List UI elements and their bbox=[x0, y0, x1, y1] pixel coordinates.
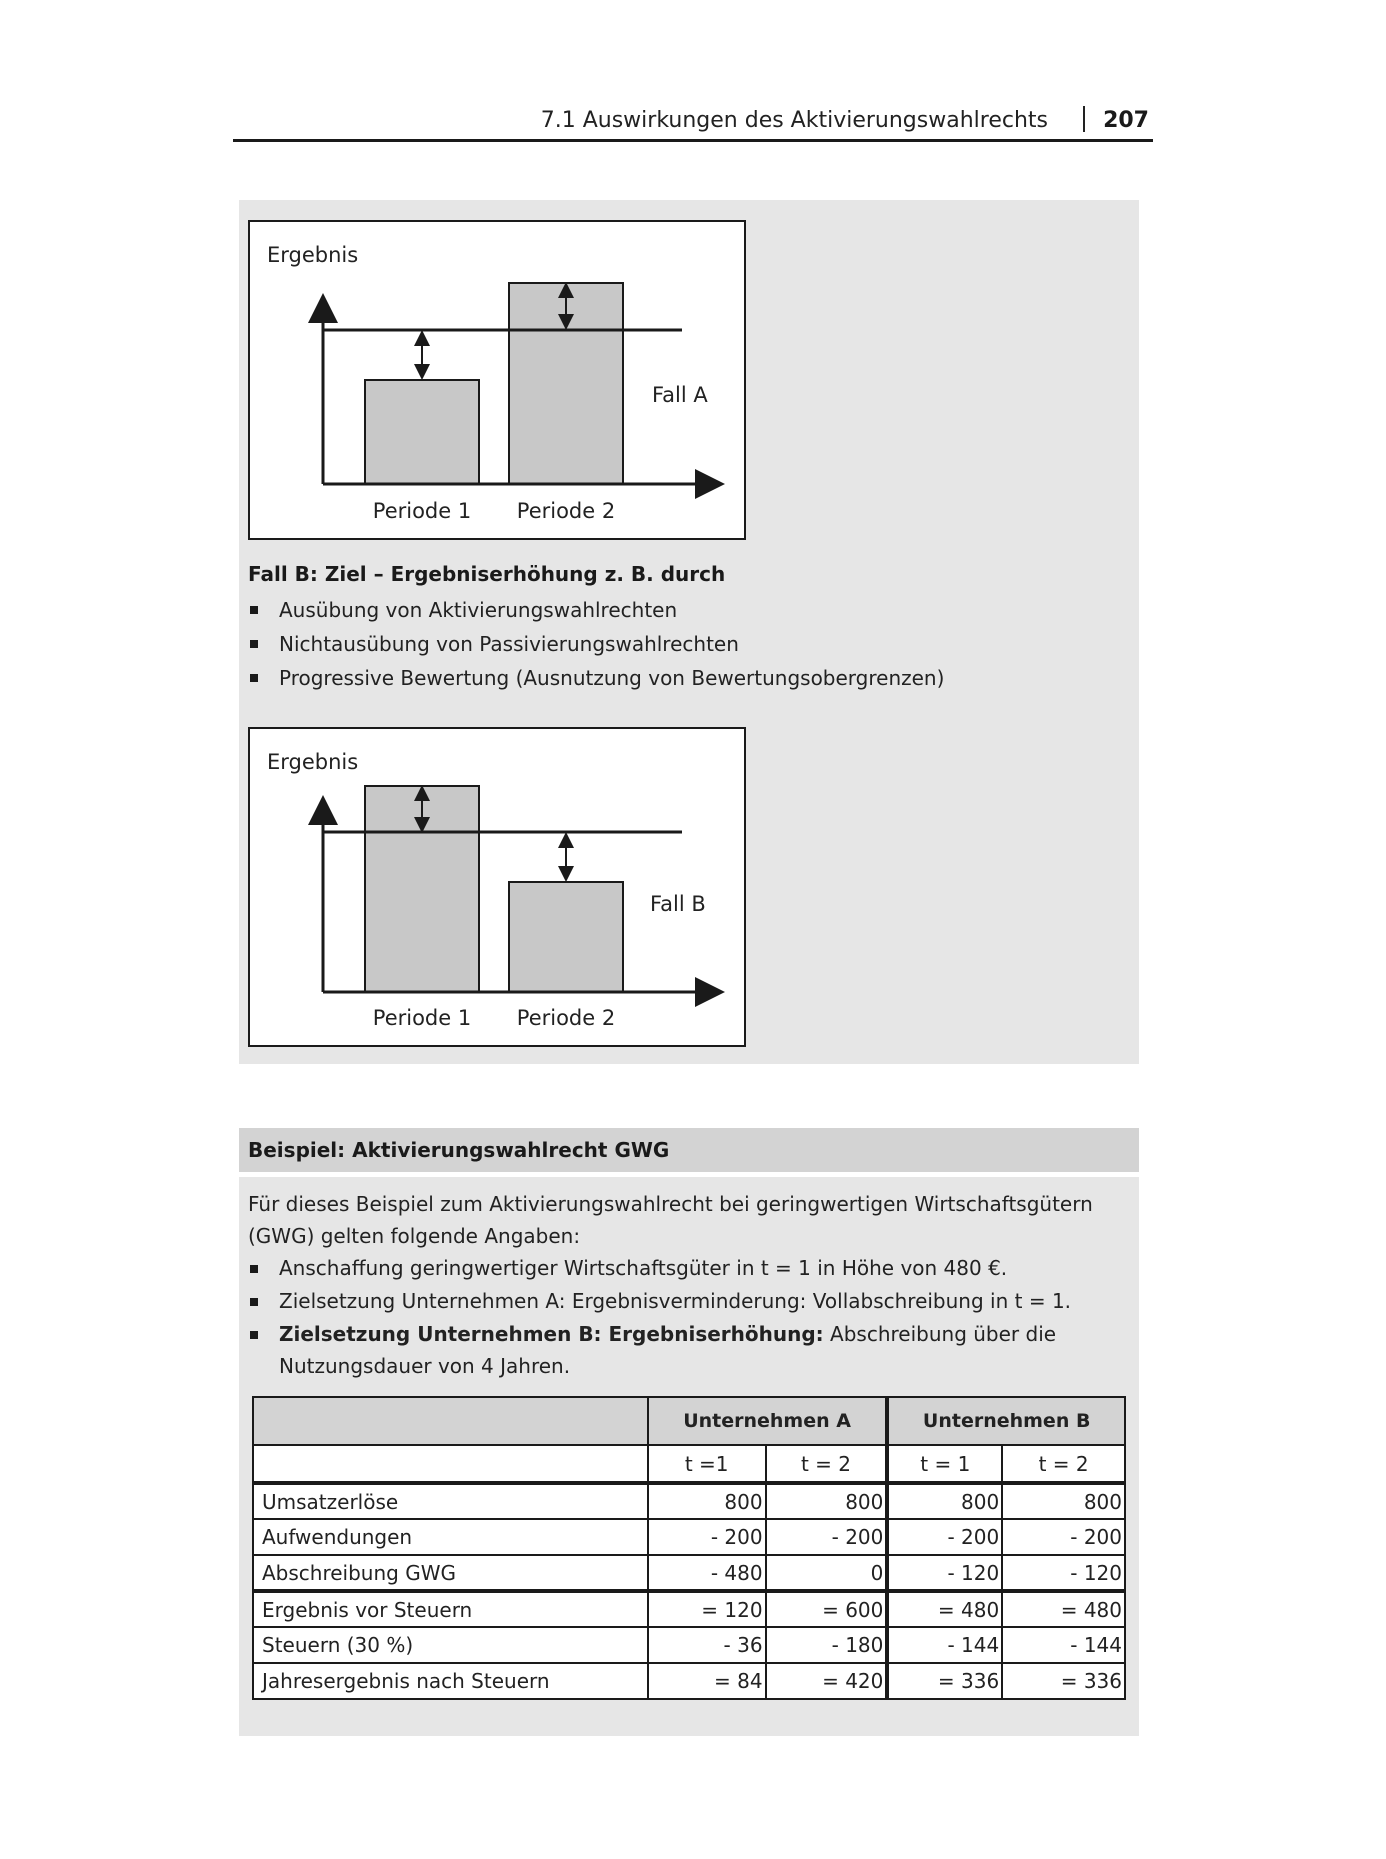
table-period-row bbox=[253, 1445, 1125, 1483]
chart-fall-b bbox=[248, 727, 746, 1047]
table-period-blank bbox=[253, 1445, 648, 1483]
row-label: Jahresergebnis nach Steuern bbox=[253, 1663, 648, 1699]
table-row bbox=[253, 1483, 1125, 1519]
fall-b-title: Fall B: Ziel – Ergebniserhöhung z. B. durch bbox=[248, 562, 726, 586]
chart-fall-a-svg bbox=[250, 222, 748, 542]
cell-value: - 200 bbox=[887, 1519, 1002, 1555]
cell-value: - 480 bbox=[648, 1555, 766, 1591]
period-b-2: t = 2 bbox=[1002, 1445, 1125, 1483]
list-item: Progressive Bewertung (Ausnutzung von Bewertungsobergrenzen) bbox=[248, 661, 944, 695]
row-label: Aufwendungen bbox=[253, 1519, 648, 1555]
period-a-1: t =1 bbox=[648, 1445, 766, 1483]
table-row bbox=[253, 1555, 1125, 1591]
result-table bbox=[252, 1396, 1126, 1700]
page-number: 207 bbox=[1103, 108, 1149, 133]
header-unternehmen-a: Unternehmen A bbox=[648, 1397, 888, 1445]
cell-value: - 200 bbox=[1002, 1519, 1125, 1555]
table-row bbox=[253, 1591, 1125, 1627]
cell-value: = 336 bbox=[887, 1663, 1002, 1699]
cell-value: 0 bbox=[766, 1555, 888, 1591]
cell-value: - 120 bbox=[1002, 1555, 1125, 1591]
header-unternehmen-b: Unternehmen B bbox=[887, 1397, 1125, 1445]
table-header-row bbox=[253, 1397, 1125, 1445]
example-heading-bar bbox=[239, 1128, 1139, 1172]
cell-value: = 600 bbox=[766, 1591, 888, 1627]
list-item: Nichtausübung von Passivierungswahlrechten bbox=[248, 627, 944, 661]
bar-periode-1 bbox=[365, 380, 479, 484]
cell-value: - 180 bbox=[766, 1627, 888, 1663]
cell-value: - 200 bbox=[648, 1519, 766, 1555]
cell-value: = 84 bbox=[648, 1663, 766, 1699]
bullet-square-icon bbox=[250, 606, 258, 614]
row-label: Ergebnis vor Steuern bbox=[253, 1591, 648, 1627]
cell-value: 800 bbox=[1002, 1483, 1125, 1519]
cell-value: = 480 bbox=[887, 1591, 1002, 1627]
table-row bbox=[253, 1663, 1125, 1699]
table-row bbox=[253, 1519, 1125, 1555]
x-tick-periode-1: Periode 1 bbox=[372, 1006, 472, 1030]
fall-b-list bbox=[248, 593, 944, 695]
y-axis-label: Ergebnis bbox=[267, 243, 359, 267]
row-label: Steuern (30 %) bbox=[253, 1627, 648, 1663]
cell-value: - 144 bbox=[1002, 1627, 1125, 1663]
chart-fall-b-svg bbox=[250, 729, 748, 1049]
cell-value: = 336 bbox=[1002, 1663, 1125, 1699]
x-tick-periode-2: Periode 2 bbox=[516, 499, 616, 523]
bullet-square-icon bbox=[250, 640, 258, 648]
x-tick-periode-2: Periode 2 bbox=[516, 1006, 616, 1030]
cell-value: - 200 bbox=[766, 1519, 888, 1555]
table-row bbox=[253, 1627, 1125, 1663]
cell-value: 800 bbox=[648, 1483, 766, 1519]
x-tick-periode-1: Periode 1 bbox=[372, 499, 472, 523]
period-b-1: t = 1 bbox=[887, 1445, 1002, 1483]
list-item: Zielsetzung Unternehmen A: Ergebnisverminderung: Vollabschreibung in t = 1. bbox=[248, 1285, 1128, 1318]
example-list bbox=[248, 1252, 1128, 1382]
bar-periode-2 bbox=[509, 882, 623, 992]
bullet-square-icon bbox=[250, 674, 258, 682]
chapter-title: 7.1 Auswirkungen des Aktivierungswahlrechts bbox=[540, 108, 1048, 133]
list-item: Anschaffung geringwertiger Wirtschaftsgüter in t = 1 in Höhe von 480 €. bbox=[248, 1252, 1128, 1285]
chart-fall-a bbox=[248, 220, 746, 540]
cell-value: = 480 bbox=[1002, 1591, 1125, 1627]
row-label: Abschreibung GWG bbox=[253, 1555, 648, 1591]
cell-value: 800 bbox=[766, 1483, 888, 1519]
header-divider bbox=[1083, 106, 1085, 132]
running-header bbox=[233, 100, 1153, 142]
list-item: Zielsetzung Unternehmen B: Ergebniserhöhung: Abschreibung über die Nutzungsdauer von 4 Jahren. bbox=[248, 1318, 1128, 1382]
cell-value: 800 bbox=[887, 1483, 1002, 1519]
cell-value: - 144 bbox=[887, 1627, 1002, 1663]
example-heading: Beispiel: Aktivierungswahlrecht GWG bbox=[248, 1138, 670, 1162]
cell-value: = 120 bbox=[648, 1591, 766, 1627]
period-a-2: t = 2 bbox=[766, 1445, 888, 1483]
cell-value: - 120 bbox=[887, 1555, 1002, 1591]
cell-value: = 420 bbox=[766, 1663, 888, 1699]
table-header-blank bbox=[253, 1397, 648, 1445]
list-item: Ausübung von Aktivierungswahlrechten bbox=[248, 593, 944, 627]
case-label: Fall A bbox=[652, 383, 708, 407]
bullet-square-icon bbox=[250, 1331, 258, 1339]
cell-value: - 36 bbox=[648, 1627, 766, 1663]
case-label: Fall B bbox=[650, 892, 706, 916]
example-intro: Für dieses Beispiel zum Aktivierungswahlrecht bei geringwertigen Wirtschaftsgütern (GWG) gelten folgende Angaben: bbox=[248, 1192, 1093, 1248]
row-label: Umsatzerlöse bbox=[253, 1483, 648, 1519]
bullet-square-icon bbox=[250, 1265, 258, 1273]
y-axis-label: Ergebnis bbox=[267, 750, 359, 774]
bullet-square-icon bbox=[250, 1298, 258, 1306]
